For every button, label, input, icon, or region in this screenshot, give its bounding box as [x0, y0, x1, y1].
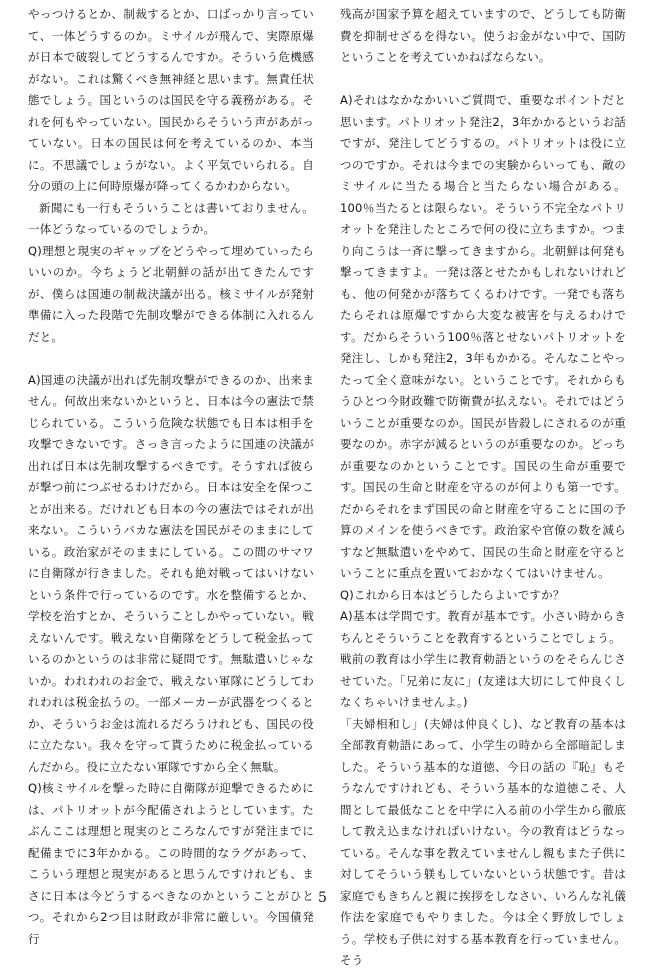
paragraph-gap — [28, 348, 314, 370]
right-question-1: Q)これから日本はどうしたらよいですか？ — [340, 587, 565, 602]
left-column — [28, 4, 314, 950]
page-number: 5 — [318, 890, 327, 906]
right-answer-1: A)それはなかなかいいご質問で、重要なポイントだと思います。パトリオット発注2，3年かかるというお話ですが、発注してどうするの。パトリオットは役に立つのですか。それは今までの実験からいっても、敵のミサイルに当たる場合と当たらない場合がある。100％当たるとは限らない。そういう不完全なパトリオットを発注したところで何の役に立ちますか。つまり向こうは一斉に撃ってきますから。北朝鮮は何発も撃ってきますよ。一発は落とせたかもしれないけれども、他の何発かが落ちてくるわけです。一発でも落ちたらそれは原爆ですから大変な被害を与えるわけです。だからそういう100％落とせないパトリオットを発注し、しかも発注2，3年もかかる。そんなことやったって全く意味がない。ということです。それからもうひとつ今財政難で防衛費が払えない。それではどういうことが重要なのか。国民が皆殺しにされるのが重要なのか。赤字が減るというのが重要なのか。どっちが重要なのかということです。国民の生命が重要です。国民の生命と財産を守るのが何よりも第一です。だからそれをまず国民の命と財産を守ることに国の予算のメインを使うべきです。政治家や官僚の数を減らすなど無駄遣いをやめて、国民の生命と財産を守るということに重点を置いておかなくてはいけません。 — [340, 93, 626, 580]
right-paragraph-1: 残高が国家予算を超えていますので、どうしても防衛費を抑制せざるを得ない。使うお金がない中で、国防ということを考えていかねばならない。 — [340, 7, 626, 64]
left-question-1: Q)理想と現実のギャップをどうやって埋めていったらいいのか。今ちょうど北朝鮮の話が出てきたんですが、僕らは国連の制裁決議が出る。核ミサイルが発射準備に入った段階で先制攻撃ができる体制に入れるんだと。 — [28, 243, 314, 344]
left-answer-1: A)国連の決議が出れば先制攻撃ができるのか、出来ません。何故出来ないかというと、日本は今の憲法で禁じられている。こういう危険な状態でも日本は相手を攻撃できないです。さっき言ったように国連の決議が出れば日本は先制攻撃するべきです。そうすれば彼らが撃つ前につぶせるわけだから。日本は安全を保つことが出来る。だけれども日本の今の憲法ではそれが出来ない。こういうバカな憲法を国民がそのままにしている。政治家がそのままにしている。この間のサマワに自衛隊が行きました。それも絶対戦ってはいけないという条件で行っているのです。水を整備するとか、学校を治すとか、そういうことしかやっていない。戦えないんです。戦えない自衛隊をどうして税金払っているのかというのは非常に疑問です。無駄遣いじゃないか。われわれのお金で、戦えない軍隊にどうしてわれわれは税金払うの。一部メーカーが武器をつくるとか、そういうお金は流れるだろうけれども、国民の役に立たない。我々を守って貰うために税金払っているんだから。役に立たない軍隊ですから全く無駄。 — [28, 372, 314, 774]
right-paragraph-prewar: 戦前の教育は小学生に教育勅語というのをそらんじさせていた。「兄弟に友に」(友達は大切にして仲良くしなくちゃいけませんよ。) — [340, 652, 626, 709]
right-column — [340, 4, 626, 972]
right-answer-2: A)基本は学問です。教育が基本です。小さい時からきちんとそういうことを教育するということでしょう。 — [340, 609, 626, 645]
right-paragraph-rescript: 「夫婦相和し」(夫婦は仲良くし)、など教育の基本は全部教育勅語にあって、小学生の時から全部暗記しました。そういう基本的な道徳、今日の話の『恥』もそうなんですけれども、そういう基本的な道徳こそ、人間として最低なことを中学に入る前の小学生から徹底して教え込まなければいけない。今の教育はどうなっている。そんな事を教えていませんし親もまた子供に対してそういう躾もしていないという状態です。昔は家庭でもきちんと親に挨拶をしなさい、いろんな礼儀作法を家庭でもやりました。今は全く野放しでしょう。学校も子供に対する基本教育を行っていません。そう — [340, 716, 626, 967]
left-paragraph-2: 新聞にも一行もそういうことは書いておりません。一体どうなっているのでしょうか。 — [28, 200, 314, 236]
left-paragraph-1: やっつけるとか、制裁するとか、口ばっかり言っていて、一体どうするのか。ミサイルが飛んで、実際原爆が日本で破裂してどうするんですか。そういう危機感がない。これは驚くべき無神経と思います。無責任状態でしょう。国というのは国民を守る義務がある。それを何もやっていない。国民からそういう声があがっていない。日本の国民は何を考えているのか、本当に。不思議でしょうがない。よく平気でいられる。自分の頭の上に何時原爆が降ってくるかわからない。 — [28, 7, 314, 193]
paragraph-gap — [340, 69, 626, 91]
left-question-2: Q)核ミサイルを撃った時に自衛隊が迎撃できるためには、パトリオットが今配備されようとしています。たぶんここは理想と現実のところなんですが発注までに配備までに3年かかる。この時間的なラグがあって、こういう理想と現実があると思うんですけれども、まさに日本は今どうするべきなのかということがひとつ。それから2つ目は財政が非常に厳しい。今国債発行 — [28, 781, 314, 946]
